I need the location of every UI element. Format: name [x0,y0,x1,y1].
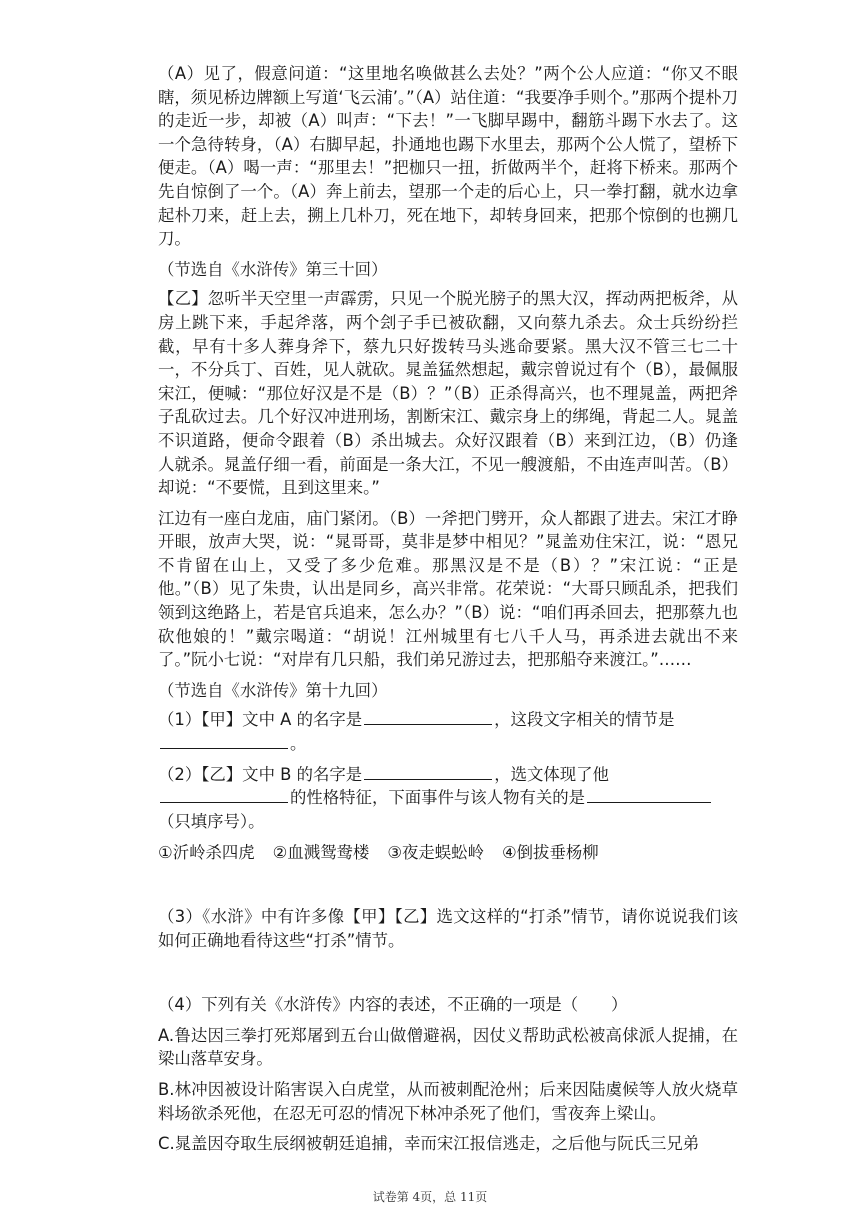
answer-blank-q1-plot[interactable] [160,732,288,749]
question-2-text-c: 的性格特征，下面事件与该人物有关的是 [290,788,586,808]
choice-a: A.鲁达因三拳打死郑屠到五台山做僧避祸，因仗义帮助武松被高俅派人捉捕，在梁山落草安身。 [158,1025,738,1069]
question-2-text-a: （2）【乙】文中 B 的名字是 [158,764,363,784]
answer-blank-q1-name[interactable] [364,708,492,725]
passage-yi-source: （节选自《水浒传》第十九回） [158,680,388,700]
question-1-text-a: （1）【甲】文中 A 的名字是 [158,710,363,730]
question-2-text-d: （只填序号）。 [158,811,265,831]
answer-blank-q2-name[interactable] [364,763,492,780]
question-1-text-b: ，这段文字相关的情节是 [494,710,675,730]
option-1: ①沂岭杀四虎 [158,843,255,863]
passage-yi-paragraph-2: 江边有一座白龙庙，庙门紧闭。（B）一斧把门劈开，众人都跟了进去。宋江才睁开眼，放声大哭，说：“晁哥哥，莫非是梦中相见？”晁盖劝住宋江，说：“恩兄不肯留在山上，又受了多少危难。那黑汉是不是（B）？”宋江说：“正是他。”（B）见了朱贵，认出是同乡，高兴非常。花荣说：“大哥只顾乱杀，把我们领到这绝路上，若是官兵追来，怎么办？”（B）说：“咱们再杀回去，把那蔡九也砍他娘的！”戴宗喝道：“胡说！江州城里有七八千人马，再杀进去就出不来了。”阮小七说：“对岸有几只船，我们弟兄游过去，把那船夺来渡江。”…… [158,508,738,670]
question-2-options [158,841,738,865]
option-3: ③夜走蜈蚣岭 [387,843,484,863]
question-1 [158,708,738,755]
option-4: ④倒拔垂杨柳 [501,843,599,863]
choice-b: B.林冲因被设计陷害误入白虎堂，从而被刺配沧州；后来因陆虞候等人放火烧草料场欲杀死他，在忍无可忍的情况下林冲杀死了他们，雪夜奔上梁山。 [158,1079,738,1123]
spacer [158,865,738,905]
question-2 [158,763,738,834]
page-footer: 试卷第 4页，总 11页 [372,1190,488,1204]
option-2: ②血溅鸳鸯楼 [272,843,370,863]
answer-blank-q2-event[interactable] [587,786,711,803]
question-2-text-b: ，选文体现了他 [494,764,609,784]
choice-c: C.晁盖因夺取生辰纲被朝廷追捕，幸而宋江报信逃走，之后他与阮氏三兄弟 [158,1134,700,1154]
spacer [158,959,738,993]
question-3: （3）《水浒》中有许多像【甲】【乙】选文这样的“打杀”情节，请你说说我们该如何正确地看待这些“打杀”情节。 [158,907,738,950]
question-1-text-c: 。 [290,734,307,754]
question-4: （4）下列有关《水浒传》内容的表述，不正确的一项是（ ） [158,995,628,1015]
passage-yi-paragraph-1: 【乙】忽听半天空里一声霹雳，只见一个脱光膀子的黑大汉，挥动两把板斧，从房上跳下来，手起斧落，两个刽子手已被砍翻，又向蔡九杀去。众士兵纷纷拦截，早有十多人葬身斧下，蔡九只好拨转马头逃命要紧。黑大汉不管三七二十一，不分兵丁、百姓，见人就砍。晁盖猛然想起，戴宗曾说过有个（B），最佩服宋江，便喊：“那位好汉是不是（B）？”（B）正杀得高兴，也不理晁盖，两把斧子乱砍过去。几个好汉冲进刑场，割断宋江、戴宗身上的绑绳，背起二人。晁盖不识道路，便命令跟着（B）杀出城去。众好汉跟着（B）来到江边，（B）仍逢人就杀。晁盖仔细一看，前面是一条大江，不见一艘渡船，不由连声叫苦。（B）却说：“不要慌，且到这里来。” [158,289,738,498]
page-content [158,62,738,1163]
passage-jia-text: （A）见了，假意问道：“这里地名唤做甚么去处？”两个公人应道：“你又不眼瞎，须见桥边牌额上写道‘飞云浦’。”（A）站住道：“我要净手则个。”那两个提朴刀的走近一步，却被（A）叫声：“下去！”一飞脚早踢中，翻筋斗踢下水去了。这一个急待转身，（A）右脚早起，扑通地也踢下水里去，那两个公人慌了，望桥下便走。（A）喝一声：“那里去！”把枷只一扭，折做两半个，赶将下桥来。那两个先自惊倒了一个。（A）奔上前去，望那一个走的后心上，只一拳打翻，就水边拿起朴刀来，赶上去，搠上几朴刀，死在地下，却转身回来，把那个惊倒的也搠几刀。 [158,64,738,249]
passage-jia-source: （节选自《水浒传》第三十回） [158,259,388,279]
answer-blank-q2-trait[interactable] [160,786,288,803]
